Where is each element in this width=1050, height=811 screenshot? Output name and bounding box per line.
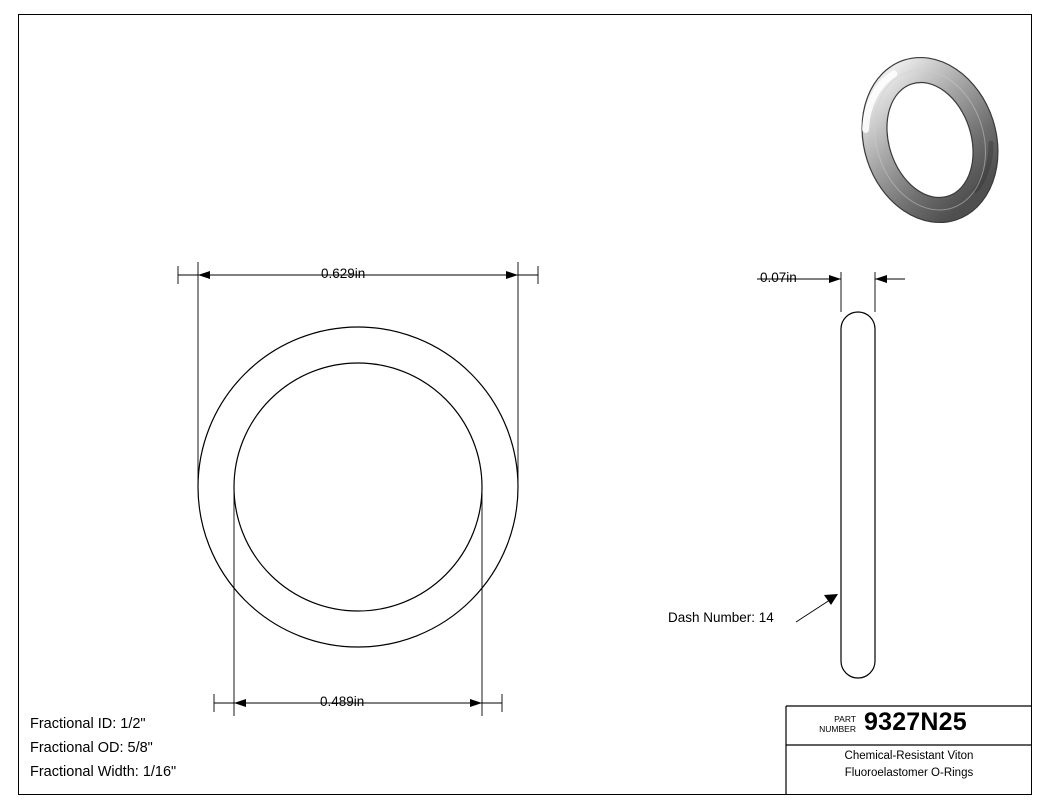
part-number-label-line2: NUMBER xyxy=(819,724,856,734)
part-number-value: 9327N25 xyxy=(864,708,967,736)
id-dimension-label: 0.489in xyxy=(320,694,365,709)
product-description xyxy=(786,748,1032,782)
part-number-row xyxy=(786,706,1032,744)
dash-number-callout: Dash Number: 14 xyxy=(668,610,774,625)
spec-fractional-width: Fractional Width: 1/16" xyxy=(30,764,177,780)
spec-fractional-od: Fractional OD: 5/8" xyxy=(30,740,153,756)
product-description-line1: Chemical-Resistant Viton xyxy=(844,750,974,762)
width-dimension-label: 0.07in xyxy=(760,270,797,285)
title-block xyxy=(786,706,1032,795)
part-number-label xyxy=(804,714,856,734)
spec-fractional-id: Fractional ID: 1/2" xyxy=(30,716,146,732)
od-dimension-label: 0.629in xyxy=(321,266,366,281)
product-description-line2: Fluoroelastomer O-Rings xyxy=(844,767,974,779)
part-number-label-line1: PART xyxy=(834,714,856,724)
